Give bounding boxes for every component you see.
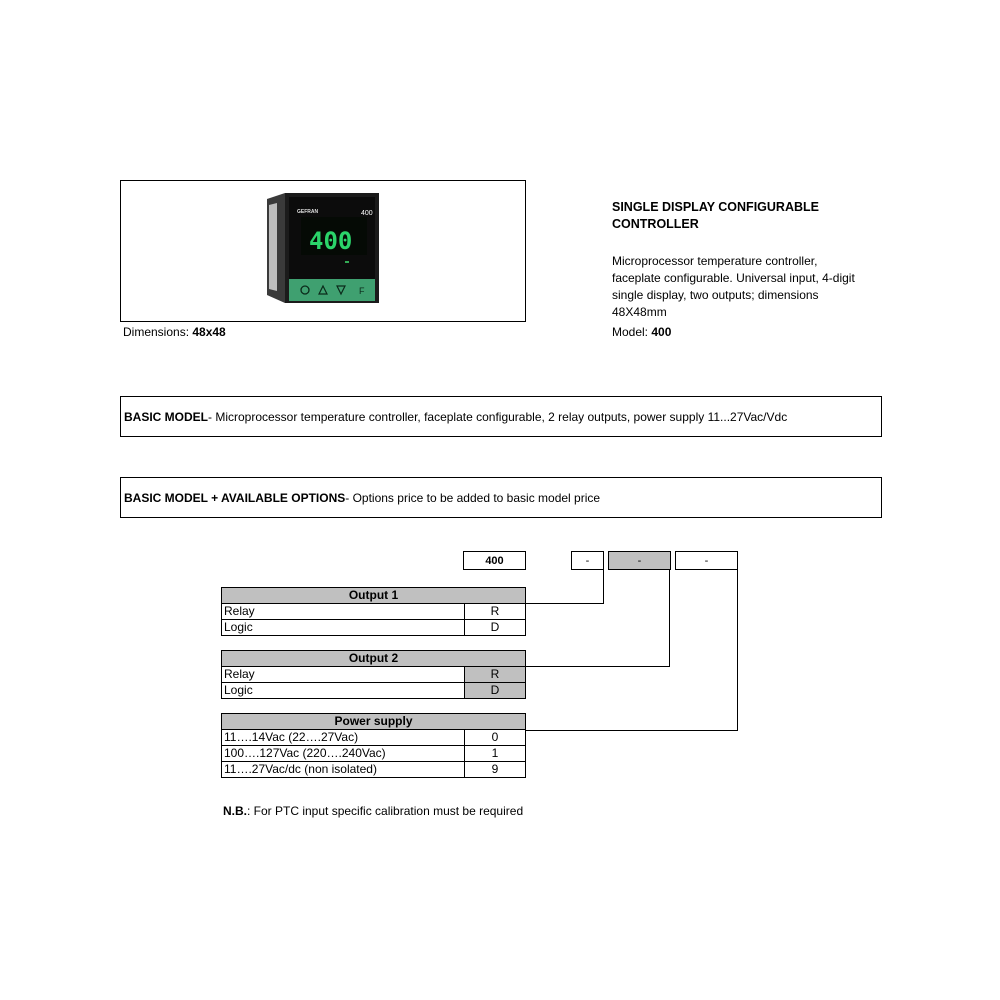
output1-title: Output 1 (222, 588, 526, 604)
power-supply-title: Power supply (222, 714, 526, 730)
display-readout: 400 (309, 227, 353, 255)
connector-line (669, 570, 670, 667)
basic-options-heading: BASIC MODEL + AVAILABLE OPTIONS (124, 490, 346, 505)
option-code: D (465, 683, 526, 699)
controller-device-image (267, 191, 379, 305)
option-code: 9 (465, 762, 526, 778)
description-line: Microprocessor temperature controller, (612, 254, 818, 268)
model-value: 400 (651, 325, 672, 339)
table-row (222, 730, 526, 746)
option-label: Logic (222, 683, 465, 699)
output2-title: Output 2 (222, 651, 526, 667)
option-code: 0 (465, 730, 526, 746)
code-slot-output2: - (608, 551, 671, 570)
brand-logo: GEFRAN (297, 209, 319, 215)
model-line (612, 325, 671, 339)
option-label: Relay (222, 604, 465, 620)
note-line (223, 804, 523, 818)
output2-table (221, 650, 526, 699)
table-row (222, 683, 526, 699)
dimensions-label: Dimensions: (123, 325, 193, 339)
power-supply-table (221, 713, 526, 778)
connector-line (526, 666, 670, 667)
basic-model-text: - Microprocessor temperature controller, faceplate configurable, 2 relay outputs, power supply 11...27Vac/Vdc (208, 409, 788, 424)
basic-model-heading: BASIC MODEL (124, 409, 208, 424)
model-label: Model: (612, 325, 652, 339)
table-row (222, 620, 526, 636)
dimensions-line (123, 325, 226, 339)
connector-line (526, 730, 738, 731)
connector-line (737, 570, 738, 731)
table-row (222, 604, 526, 620)
option-code: R (465, 604, 526, 620)
function-key-label: F (359, 286, 365, 296)
connector-line (526, 603, 604, 604)
option-label: Relay (222, 667, 465, 683)
note-text: : For PTC input specific calibration must be required (247, 804, 524, 818)
description-line: faceplate configurable. Universal input, 4-digit (612, 271, 855, 285)
basic-options-banner (120, 477, 882, 518)
option-label: 11….27Vac/dc (non isolated) (222, 762, 465, 778)
basic-options-text: - Options price to be added to basic model price (345, 490, 601, 505)
dimensions-value: 48x48 (192, 325, 226, 339)
description-line: single display, two outputs; dimensions (612, 288, 819, 302)
note-label: N.B. (223, 804, 247, 818)
table-row (222, 667, 526, 683)
option-label: 100….127Vac (220….240Vac) (222, 746, 465, 762)
option-label: Logic (222, 620, 465, 636)
code-slot-power: - (675, 551, 738, 570)
option-label: 11….14Vac (22….27Vac) (222, 730, 465, 746)
code-base-box: 400 (463, 551, 526, 570)
basic-model-banner (120, 396, 882, 437)
table-row (222, 762, 526, 778)
option-code: 1 (465, 746, 526, 762)
option-code: R (465, 667, 526, 683)
code-slot-output1: - (571, 551, 604, 570)
product-image-frame (120, 180, 526, 322)
product-title-line1: SINGLE DISPLAY CONFIGURABLE (612, 200, 819, 214)
product-title-line2: CONTROLLER (612, 217, 699, 231)
model-badge: 400 (361, 210, 373, 217)
output1-table (221, 587, 526, 636)
connector-line (603, 570, 604, 604)
table-row (222, 746, 526, 762)
description-line: 48X48mm (612, 305, 667, 319)
option-code: D (465, 620, 526, 636)
product-title (612, 199, 819, 233)
product-description (612, 253, 855, 321)
